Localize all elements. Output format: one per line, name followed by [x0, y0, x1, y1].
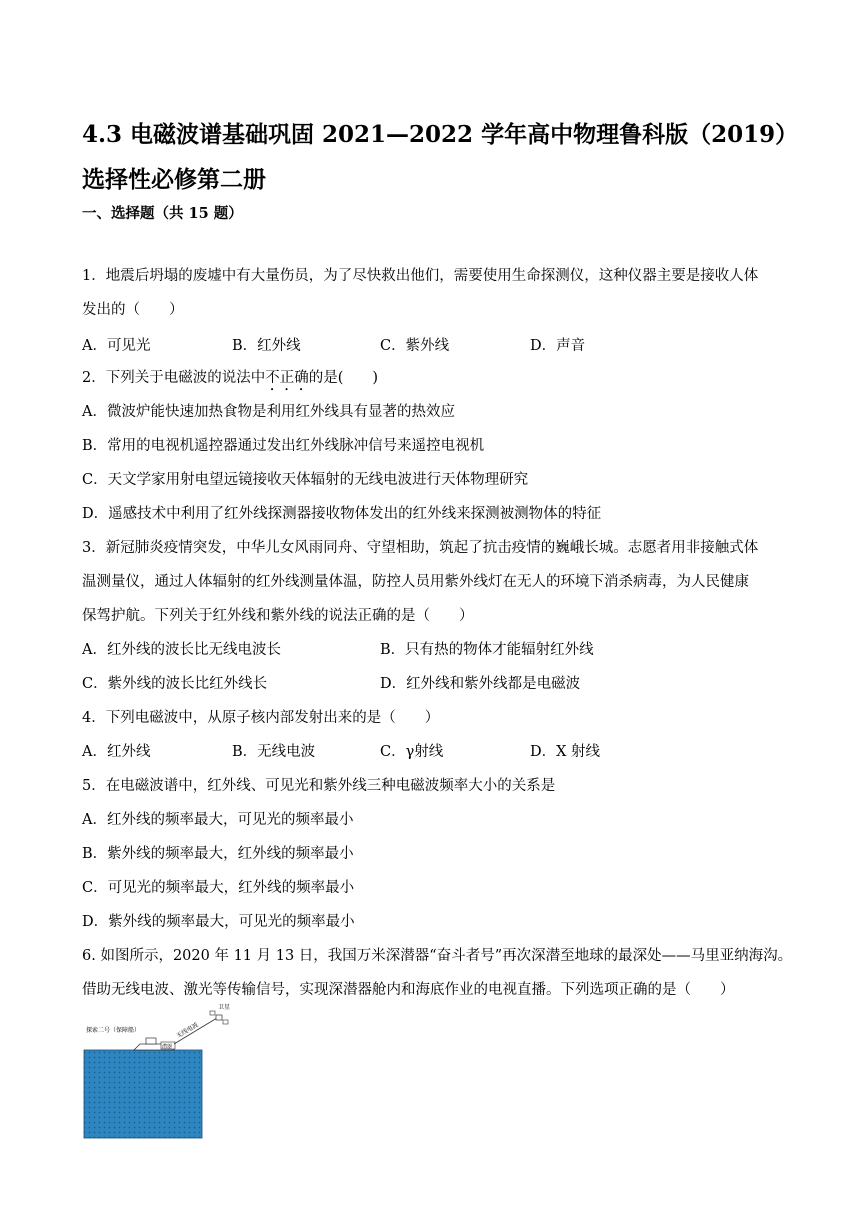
question-6-line-1: 6. 如图所示，2020 年 11 月 13 日，我国万米深潜器“奋斗者号”再次深潜至地球的最深处——马里亚纳海沟。 — [82, 948, 793, 964]
question-5-line-1: 5．在电磁波谱中，红外线、可见光和紫外线三种电磁波频率大小的关系是 — [82, 778, 556, 794]
ship-label: 探索二号（保障船） — [86, 1028, 141, 1034]
question-4-option-d: D．X 射线 — [530, 744, 601, 760]
question-1-line-2: 发出的（ ） — [82, 302, 184, 318]
question-1-option-d: D．声音 — [530, 338, 586, 354]
question-2-stem-pre: 2．下列关于电磁波的说法中 — [82, 370, 266, 386]
question-3-line-2: 温测量仪，通过人体辐射的红外线测量体温，防控人员用紫外线灯在无人的环境下消杀病毒，为人民健康 — [82, 574, 749, 590]
satellite-label: 卫星 — [218, 1005, 231, 1011]
question-5-option-a: A．红外线的频率最大，可见光的频率最小 — [82, 812, 354, 828]
question-1-option-c: C．紫外线 — [380, 338, 450, 354]
question-2-option-a: A．微波炉能快速加热食物是利用红外线具有显著的热效应 — [82, 404, 455, 420]
question-3-option-a: A．红外线的波长比无线电波长 — [82, 642, 281, 658]
question-5-option-d: D．紫外线的频率最大，可见光的频率最小 — [82, 914, 355, 930]
question-4-option-a: A．红外线 — [82, 744, 151, 760]
sea-area — [84, 1050, 202, 1138]
question-1-option-a: A．可见光 — [82, 338, 151, 354]
question-1-line-1: 1．地震后坍塌的废墟中有大量伤员，为了尽快救出他们，需要使用生命探测仪，这种仪器主要是接收人体 — [82, 268, 759, 284]
document-title: 4.3 电磁波谱基础巩固 2021—2022 学年高中物理鲁科版（2019）选择性必修第二册 — [82, 121, 787, 193]
question-3-option-b: B．只有热的物体才能辐射红外线 — [380, 642, 594, 658]
ship-cabin — [146, 1038, 156, 1044]
question-2-option-b: B．常用的电视机遥控器通过发出红外线脉冲信号来遥控电视机 — [82, 438, 485, 454]
question-5-option-b: B．紫外线的频率最大，红外线的频率最小 — [82, 846, 354, 862]
question-5-option-c: C．可见光的频率最大，红外线的频率最小 — [82, 880, 355, 896]
question-3-line-3: 保驾护航。下列关于红外线和紫外线的说法正确的是（ ） — [82, 608, 474, 624]
question-2-emphasis: 不正确 — [265, 370, 309, 386]
question-2-stem — [82, 368, 378, 394]
question-3-option-c: C．紫外线的波长比红外线长 — [82, 676, 268, 692]
question-2-option-c: C．天文学家用射电望远镜接收天体辐射的无线电波进行天体物理研究 — [82, 472, 529, 488]
deep-sea-figure — [82, 1005, 242, 1138]
satellite-icon — [210, 1011, 228, 1024]
radio-wave-label: 无线电波 — [175, 1022, 200, 1040]
question-3-option-d: D．红外线和紫外线都是电磁波 — [380, 676, 581, 692]
question-3-line-1: 3．新冠肺炎疫情突发，中华儿女风雨同舟、守望相助，筑起了抗击疫情的巍峨长城。志愿者用非接触式体 — [82, 540, 759, 556]
submersible-box-label: 潜器 — [162, 1044, 173, 1050]
question-4-option-c: C．γ射线 — [380, 744, 444, 760]
question-6-line-2: 借助无线电波、激光等传输信号，实现深潜器舱内和海底作业的电视直播。下列选项正确的是（ ） — [82, 982, 735, 998]
question-2-stem-post: 的是( ) — [308, 370, 379, 386]
question-2-option-d: D．遥感技术中利用了红外线探测器接收物体发出的红外线来探测被测物体的特征 — [82, 506, 602, 522]
section-heading: 一、选择题（共 15 题） — [82, 205, 243, 222]
question-4-line-1: 4．下列电磁波中，从原子核内部发射出来的是（ ） — [82, 710, 440, 726]
question-1-option-b: B．红外线 — [232, 338, 301, 354]
question-4-option-b: B．无线电波 — [232, 744, 316, 760]
